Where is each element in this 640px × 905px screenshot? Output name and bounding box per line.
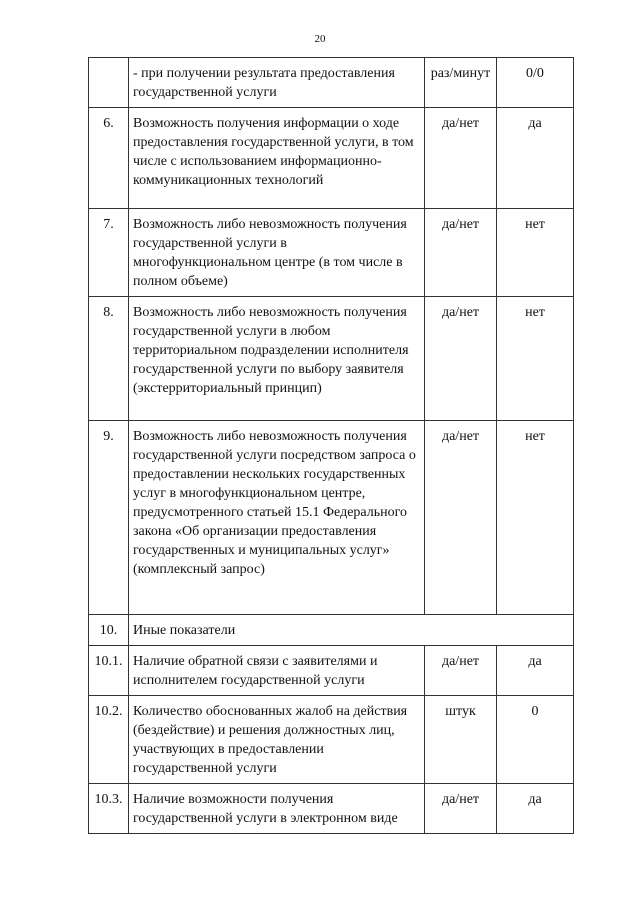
table-row xyxy=(89,421,574,615)
table-row xyxy=(89,696,574,784)
indicator-value: нет xyxy=(497,209,574,297)
row-number: 7. xyxy=(89,209,129,297)
unit-of-measure: раз/минут xyxy=(425,58,497,108)
indicator-name: Возможность получения информации о ходе предоставления государственной услуги, в том числе с использованием информационно-коммуникационных технологий xyxy=(129,108,425,209)
table-row xyxy=(89,784,574,834)
unit-of-measure: да/нет xyxy=(425,297,497,421)
indicator-value: 0/0 xyxy=(497,58,574,108)
unit-of-measure: да/нет xyxy=(425,784,497,834)
indicator-value: да xyxy=(497,108,574,209)
unit-of-measure: да/нет xyxy=(425,108,497,209)
indicator-name: Возможность либо невозможность получения государственной услуги в любом территориальном подразделении исполнителя государственной услуги по выбору заявителя (экстерриториальный принцип) xyxy=(129,297,425,421)
indicator-name: Возможность либо невозможность получения государственной услуги в многофункциональном центре (в том числе в полном объеме) xyxy=(129,209,425,297)
indicator-name: - при получении результата предоставления государственной услуги xyxy=(129,58,425,108)
indicator-name: Наличие возможности получения государственной услуги в электронном виде xyxy=(129,784,425,834)
section-heading: Иные показатели xyxy=(129,615,574,646)
unit-of-measure: да/нет xyxy=(425,209,497,297)
unit-of-measure: да/нет xyxy=(425,421,497,615)
row-number: 8. xyxy=(89,297,129,421)
indicators-table xyxy=(88,57,574,834)
indicator-value: да xyxy=(497,646,574,696)
page-number: 20 xyxy=(314,33,326,45)
row-number: 10.2. xyxy=(89,696,129,784)
row-number xyxy=(89,58,129,108)
indicator-name: Возможность либо невозможность получения государственной услуги посредством запроса о предоставлении нескольких государственных услуг в многофункциональном центре, предусмотренного статьей 15.1 Федерального закона «Об организации предоставления государственных и муниципальных услуг» (комплексный запрос) xyxy=(129,421,425,615)
unit-of-measure: да/нет xyxy=(425,646,497,696)
row-number: 10.3. xyxy=(89,784,129,834)
indicator-name: Количество обоснованных жалоб на действия (бездействие) и решения должностных лиц, участвующих в предоставлении государственной услуги xyxy=(129,696,425,784)
table-row xyxy=(89,646,574,696)
indicator-name: Наличие обратной связи с заявителями и исполнителем государственной услуги xyxy=(129,646,425,696)
indicator-value: нет xyxy=(497,421,574,615)
row-number: 9. xyxy=(89,421,129,615)
indicator-value: 0 xyxy=(497,696,574,784)
unit-of-measure: штук xyxy=(425,696,497,784)
indicator-value: нет xyxy=(497,297,574,421)
row-number: 6. xyxy=(89,108,129,209)
table-row xyxy=(89,108,574,209)
row-number: 10.1. xyxy=(89,646,129,696)
table-row xyxy=(89,297,574,421)
table-row xyxy=(89,58,574,108)
indicator-value: да xyxy=(497,784,574,834)
table-row xyxy=(89,615,574,646)
table-row xyxy=(89,209,574,297)
row-number: 10. xyxy=(89,615,129,646)
